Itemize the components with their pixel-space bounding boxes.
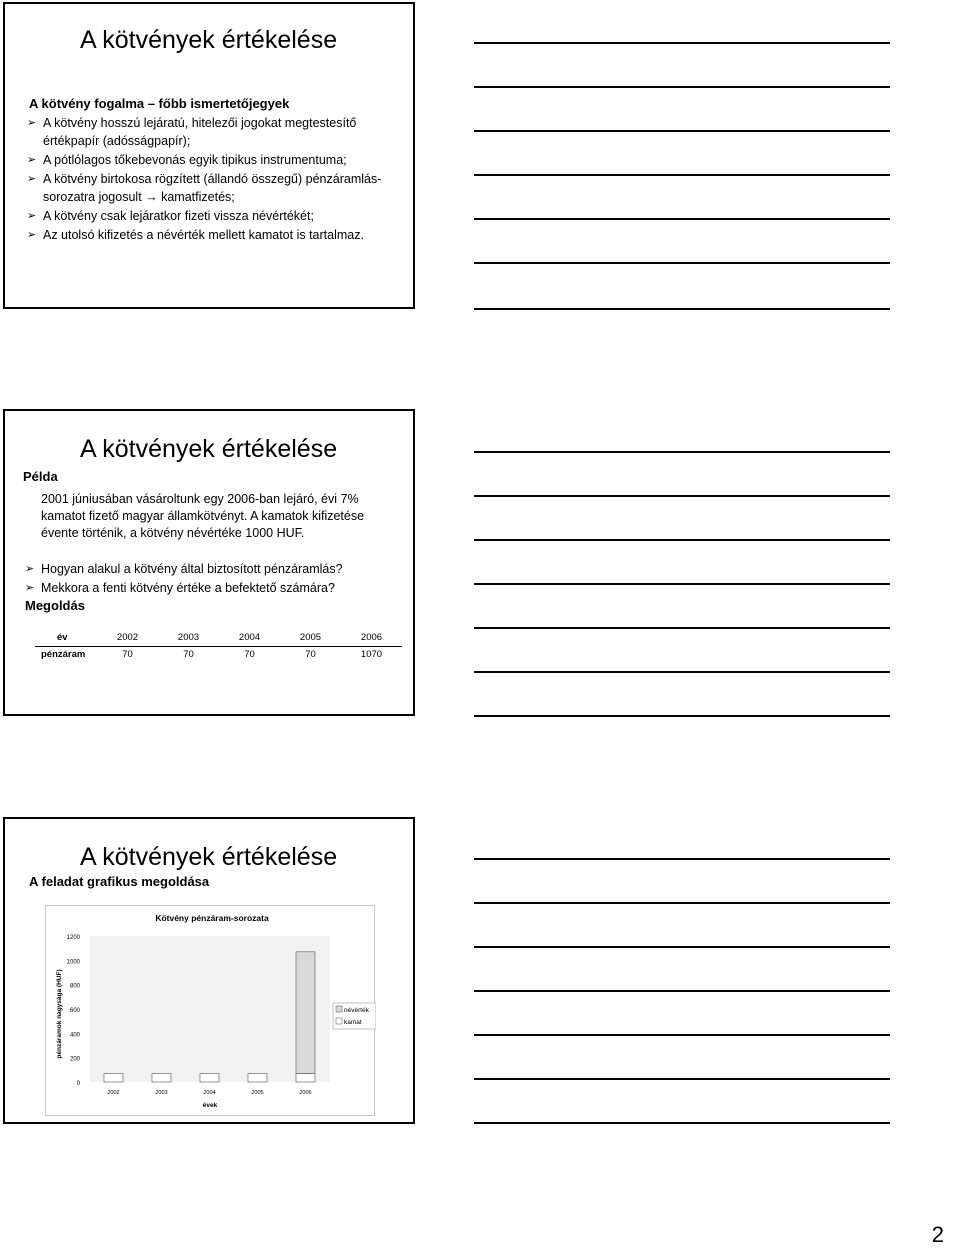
question-text: Mekkora a fenti kötvény értéke a befektető számára?	[41, 581, 335, 595]
legend-label-kamat: kamat	[344, 1019, 362, 1026]
note-line	[474, 946, 890, 948]
note-line	[474, 583, 890, 585]
note-line	[474, 539, 890, 541]
bar-kamat	[152, 1073, 171, 1082]
table-row	[35, 646, 402, 663]
x-axis-label: évek	[202, 1102, 218, 1109]
note-line	[474, 308, 890, 310]
slide-1	[3, 2, 415, 309]
y-axis-label: pénzáramok nagysága (HUF)	[56, 969, 63, 1059]
y-tick-label: 600	[69, 1008, 80, 1014]
slide-title: A kötvények értékelése	[80, 843, 338, 871]
legend-label-nevertek: névérték	[344, 1007, 369, 1014]
note-line	[474, 86, 890, 88]
question-item	[25, 560, 405, 578]
bullet-text: A kötvény csak lejáratkor fizeti vissza névértékét;	[43, 209, 314, 223]
cashflow-chart	[45, 905, 375, 1116]
note-line	[474, 902, 890, 904]
solution-label: Megoldás	[25, 598, 85, 613]
chart-title: Kötvény pénzáram-sorozata	[155, 913, 269, 923]
bullet-item	[27, 170, 397, 206]
plot-area	[90, 936, 330, 1082]
question-list	[25, 560, 405, 598]
note-line	[474, 858, 890, 860]
bar-kamat	[296, 1073, 315, 1082]
question-item	[25, 579, 405, 597]
note-line	[474, 451, 890, 453]
note-line	[474, 1034, 890, 1036]
slide-3	[3, 817, 415, 1124]
x-tick-label: 2002	[107, 1090, 120, 1096]
table-cell: 2003	[158, 629, 219, 646]
bullet-item	[27, 114, 397, 150]
y-tick-label: 400	[69, 1032, 80, 1039]
table-cell: 70	[305, 649, 316, 661]
table-cell: 70	[244, 649, 255, 661]
note-line	[474, 495, 890, 497]
table-cell: 2004	[219, 629, 280, 646]
bullet-item	[27, 207, 397, 225]
note-line	[474, 1122, 890, 1124]
table-row-label: pénzáram	[41, 649, 86, 661]
slide-2	[3, 409, 415, 716]
bullet-item	[27, 226, 397, 244]
table-cell: 2002	[97, 629, 158, 646]
x-tick-label: 2006	[299, 1090, 312, 1096]
note-line	[474, 1078, 890, 1080]
note-line	[474, 218, 890, 220]
bullet-text: A kötvény birtokosa rögzített (állandó összegű) pénzáramlás-sorozatra jogosult → kamatfizetés;	[43, 172, 382, 204]
x-tick-label: 2005	[251, 1090, 264, 1096]
bar-kamat	[248, 1073, 267, 1082]
slide-title: A kötvények értékelése	[80, 435, 338, 463]
chart-svg	[46, 906, 376, 1117]
table-cell: 2006	[341, 629, 402, 646]
y-tick-label: 0	[76, 1081, 80, 1087]
legend-swatch-nevertek	[336, 1006, 342, 1012]
bullet-text: A kötvény hosszú lejáratú, hitelezői jogokat megtestesítő értékpapír (adósságpapír);	[43, 116, 357, 148]
x-tick-label: 2003	[155, 1090, 168, 1096]
note-line	[474, 671, 890, 673]
note-line	[474, 990, 890, 992]
bullet-text: Az utolsó kifizetés a névérték mellett kamatot is tartalmaz.	[43, 228, 364, 242]
section-heading: A kötvény fogalma – főbb ismertetőjegyek	[29, 96, 290, 111]
bar-nevertek	[296, 952, 315, 1074]
page-number: 2	[931, 1222, 944, 1247]
question-text: Hogyan alakul a kötvény által biztosított pénzáramlás?	[41, 562, 343, 576]
note-line	[474, 627, 890, 629]
note-line	[474, 715, 890, 717]
table-cell: 70	[122, 649, 133, 661]
section-heading: A feladat grafikus megoldása	[29, 874, 210, 889]
note-line	[474, 262, 890, 264]
bullet-list	[27, 114, 397, 245]
y-tick-label: 1000	[66, 959, 80, 966]
bullet-text: A pótlólagos tőkebevonás egyik tipikus instrumentuma;	[43, 153, 347, 167]
table-cell: 2005	[280, 629, 341, 646]
bullet-item	[27, 151, 397, 169]
bar-kamat	[200, 1073, 219, 1082]
legend-swatch-kamat	[336, 1018, 342, 1024]
example-label: Példa	[23, 469, 58, 484]
table-cell: 1070	[360, 649, 383, 661]
note-line	[474, 174, 890, 176]
bar-kamat	[104, 1073, 123, 1082]
note-line	[474, 130, 890, 132]
example-text: 2001 júniusában vásároltunk egy 2006-ban lejáró, évi 7% kamatot fizető magyar államkötvényt. A kamatok kifizetése évente történik, a kötvény névértéke 1000 HUF.	[41, 492, 365, 540]
cashflow-table	[35, 629, 402, 663]
y-tick-label: 800	[69, 983, 80, 990]
x-tick-label: 2004	[203, 1090, 216, 1096]
y-tick-label: 200	[69, 1056, 80, 1063]
slide-title: A kötvények értékelése	[80, 26, 338, 54]
table-cell: 70	[183, 649, 194, 661]
note-line	[474, 42, 890, 44]
table-row	[35, 629, 402, 646]
y-tick-label: 1200	[66, 935, 80, 941]
table-row-label: év	[35, 629, 97, 646]
